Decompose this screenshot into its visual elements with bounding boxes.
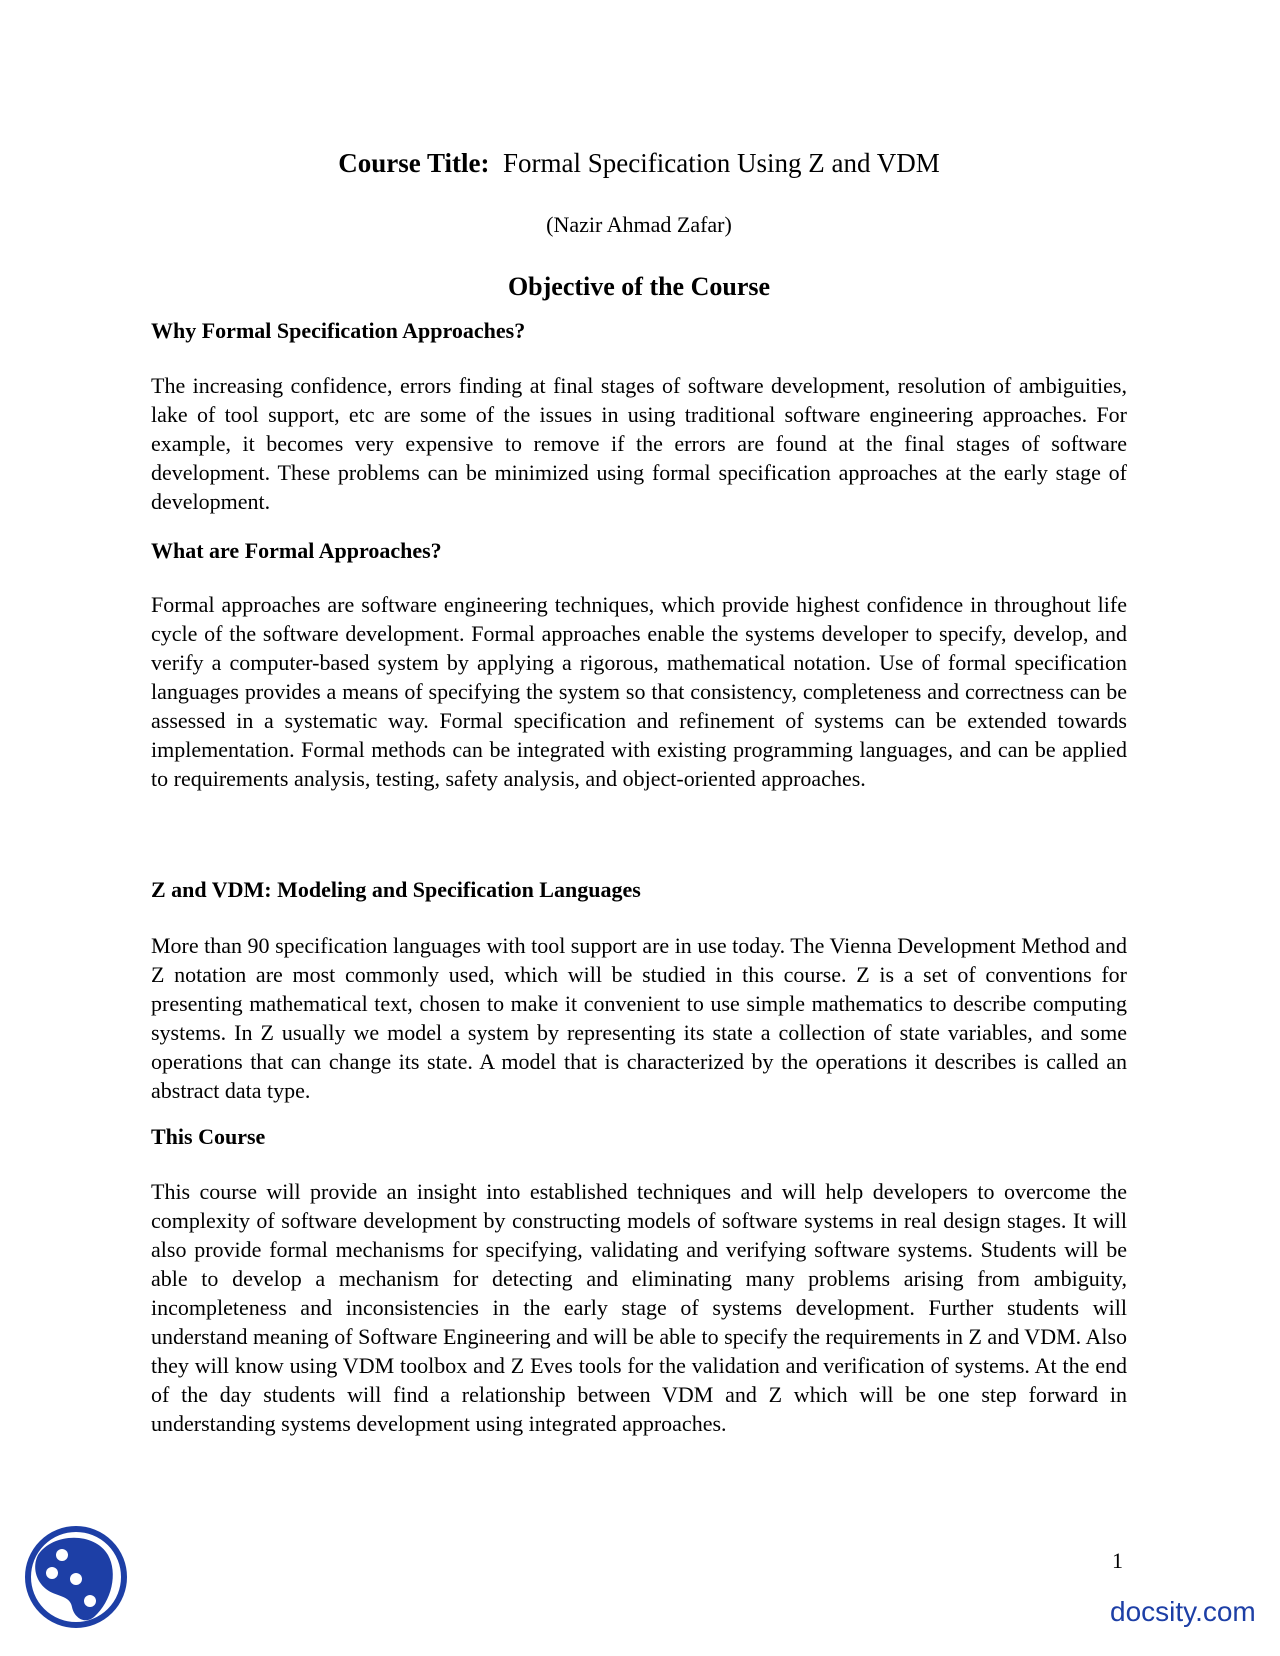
section-heading-what-are-formal: What are Formal Approaches? (151, 538, 442, 563)
section-heading-why-formal: Why Formal Specification Approaches? (151, 318, 526, 343)
course-title-text: Formal Specification Using Z and VDM (503, 148, 940, 178)
course-title-label: Course Title: (338, 148, 490, 178)
section-paragraph-z-and-vdm: More than 90 specification languages with tool support are in use today. The Vienna Development Method and Z notation are most commonly used, which will be studied in this course. Z is a set of conventions for presenting mathematical text, chosen to make it convenient to use simple mathematics to describe computing systems. In Z usually we model a system by representing its state a collection of state variables, and some operations that can change its state. A model that is characterized by the operations it describes is called an abstract data type. (151, 933, 1127, 1103)
section-heading-this-course: This Course (151, 1124, 266, 1149)
docsity-brand-link[interactable]: docsity.com (1110, 1596, 1256, 1627)
section-paragraph-why-formal: The increasing confidence, errors finding at final stages of software development, resolution of ambiguities, lake of tool support, etc are some of the issues in using traditional software engineering approaches. For example, it becomes very expensive to remove if the errors are found at the final stages of software development. These problems can be minimized using formal specification approaches at the early stage of development. (151, 373, 1127, 514)
page-number: 1 (1112, 1548, 1123, 1573)
author-name: (Nazir Ahmad Zafar) (546, 212, 732, 237)
section-paragraph-this-course: This course will provide an insight into established techniques and will help developers to overcome the complexity of software development by constructing models of software systems in real design stages. It will also provide formal mechanisms for specifying, validating and verifying software systems. Students will be able to develop a mechanism for detecting and eliminating many problems arising from ambiguity, incompleteness and inconsistencies in the early stage of systems development. Further students will understand meaning of Software Engineering and will be able to specify the requirements in Z and VDM. Also they will know using VDM toolbox and Z Eves tools for the validation and verification of systems. At the end of the day students will find a relationship between VDM and Z which will be one step forward in understanding systems development using integrated approaches. (151, 1179, 1127, 1436)
objective-heading: Objective of the Course (507, 272, 771, 301)
section-paragraph-what-are-formal: Formal approaches are software engineering techniques, which provide highest confidence in throughout life cycle of the software development. Formal approaches enable the systems developer to specify, develop, and verify a computer-based system by applying a rigorous, mathematical notation. Use of formal specification languages provides a means of specifying the system so that consistency, completeness and correctness can be assessed in a systematic way. Formal specification and refinement of systems can be extended towards implementation. Formal methods can be integrated with existing programming languages, and can be applied to requirements analysis, testing, safety analysis, and object-oriented approaches. (151, 592, 1127, 791)
course-title (151, 148, 1127, 179)
docsity-logo-icon (24, 1525, 128, 1629)
section-heading-z-and-vdm: Z and VDM: Modeling and Specification Languages (151, 877, 641, 902)
